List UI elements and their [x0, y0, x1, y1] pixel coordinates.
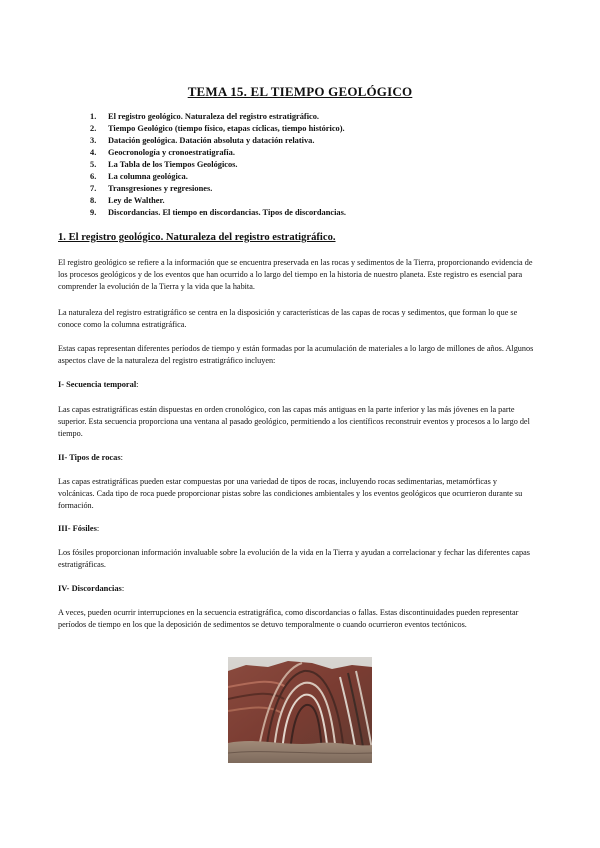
toc-item: 5. La Tabla de los Tiempos Geológicos. [90, 160, 238, 169]
aspect-paragraph: Las capas estratigráficas pueden estar compuestas por una variedad de tipos de rocas, incluyendo rocas sedimentarias, metamórficas y volcánicas. Cada tipo de roca puede proporcionar pistas sobre las condiciones ambientales y los eventos geológicos que ocurrieron durante su formación. [58, 477, 523, 510]
toc-item: 1. El registro geológico. Naturaleza del registro estratigráfico. [90, 112, 320, 121]
intro-paragraph-2: La naturaleza del registro estratigráfico se centra en la disposición y características de las capas de rocas y sedimentos, que forman lo que se conoce como la columna estratigráfica. [58, 308, 518, 329]
aspect-paragraph: Las capas estratigráficas están dispuestas en orden cronológico, con las capas más antiguas en la parte inferior y las más jóvenes en la parte superior. Esta secuencia proporciona una ventana al pasado geológico, permitiendo a los científicos reconstruir eventos y procesos a lo largo del tiempo. [58, 405, 530, 438]
toc-item: 9. Discordancias. El tiempo en discordancias. Tipos de discordancias. [90, 208, 346, 217]
toc-item: 8. Ley de Walther. [90, 196, 165, 205]
aspect-paragraph: A veces, pueden ocurrir interrupciones en la secuencia estratigráfica, como discordancias o fallas. Estas discontinuidades pueden representar períodos de tiempo en los que la deposición de sedimentos se detuvo temporalmente o cuando ocurrieron eventos tectónicos. [58, 608, 519, 629]
toc-item: 4. Geocronología y cronoestratigrafía. [90, 148, 235, 157]
rock-strata-photo [228, 657, 372, 763]
toc-item: 6. La columna geológica. [90, 172, 188, 181]
toc-item: 3. Datación geológica. Datación absoluta y datación relativa. [90, 136, 315, 145]
table-of-contents [90, 111, 346, 219]
section-heading: 1. El registro geológico. Naturaleza del registro estratigráfico. [58, 232, 336, 243]
aspect-paragraph: Los fósiles proporcionan información invaluable sobre la evolución de la vida en la Tierra y ayudan a correlacionar y fechar las diferentes capas estratigráficas. [58, 548, 530, 569]
aspect-heading: II- Tipos de rocas: [58, 453, 123, 462]
page-title: TEMA 15. EL TIEMPO GEOLÓGICO [187, 84, 413, 99]
aspect-heading: IV- Discordancias: [58, 584, 125, 593]
folded-strata-illustration [228, 657, 372, 763]
aspect-heading: I- Secuencia temporal: [58, 380, 139, 389]
toc-item: 7. Transgresiones y regresiones. [90, 184, 213, 193]
intro-paragraph-3: Estas capas representan diferentes períodos de tiempo y están formadas por la acumulación de materiales a lo largo de millones de años. Algunos aspectos clave de la naturaleza del registro estratigráfico incluyen: [58, 344, 534, 365]
toc-item: 2. Tiempo Geológico (tiempo físico, etapas cíclicas, tiempo histórico). [90, 124, 345, 133]
intro-paragraph-1: El registro geológico se refiere a la información que se encuentra preservada en las rocas y sedimentos de la Tierra, proporcionando evidencia de los procesos geológicos y de los eventos que han ocurrido a lo largo del tiempo en la historia de nuestro planeta. Este registro es esencial para comprender la evolución de la Tierra y la vida que la habita. [58, 258, 533, 291]
aspect-heading: III- Fósiles: [58, 524, 100, 533]
